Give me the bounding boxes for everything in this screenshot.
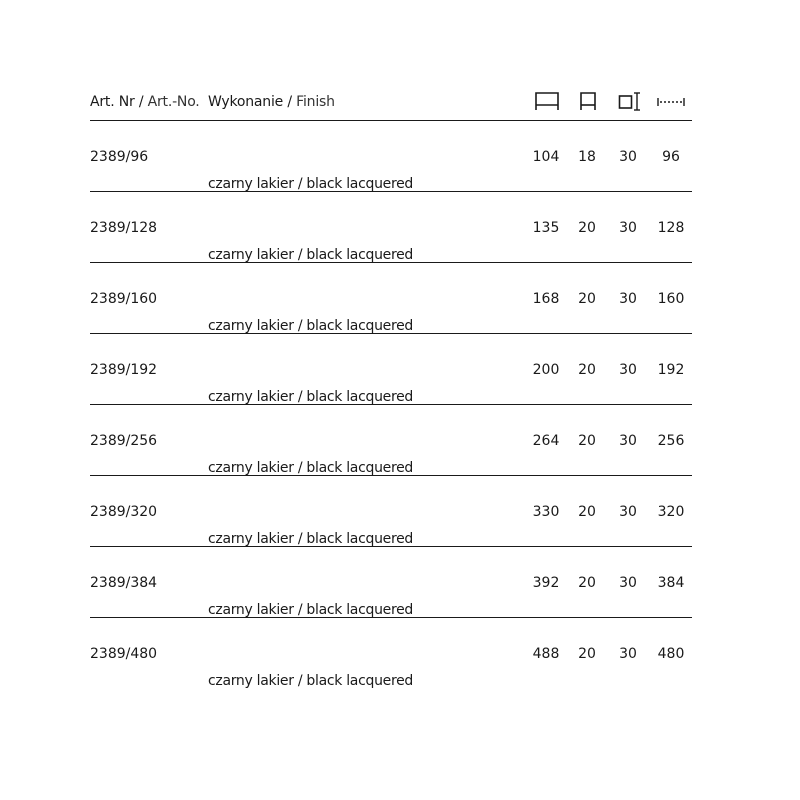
finish-description: czarny lakier / black lacquered bbox=[208, 460, 414, 476]
table-row bbox=[90, 547, 692, 618]
finish-description: czarny lakier / black lacquered bbox=[208, 389, 414, 405]
length-value: 488 bbox=[532, 646, 560, 662]
width-value: 20 bbox=[578, 220, 596, 236]
hole-spacing-value: 320 bbox=[657, 504, 685, 520]
article-number: 2389/160 bbox=[90, 291, 158, 307]
article-number: 2389/384 bbox=[90, 575, 158, 591]
article-number: 2389/480 bbox=[90, 646, 158, 662]
table-row bbox=[90, 334, 692, 405]
height-value: 30 bbox=[619, 433, 637, 449]
hole-spacing-value: 384 bbox=[657, 575, 685, 591]
length-value: 200 bbox=[532, 362, 560, 378]
finish-description: czarny lakier / black lacquered bbox=[208, 318, 414, 334]
width-value: 20 bbox=[578, 575, 596, 591]
table-row bbox=[90, 121, 692, 192]
finish-description: czarny lakier / black lacquered bbox=[208, 247, 414, 263]
article-number: 2389/320 bbox=[90, 504, 158, 520]
table-row bbox=[90, 263, 692, 334]
hole-spacing-value: 192 bbox=[657, 362, 685, 378]
length-value: 392 bbox=[532, 575, 560, 591]
header-article-number: Art. Nr / Art.-No. bbox=[90, 94, 200, 110]
hole-spacing-value: 96 bbox=[662, 149, 680, 165]
table-header bbox=[90, 90, 692, 121]
finish-description: czarny lakier / black lacquered bbox=[208, 602, 414, 618]
width-icon bbox=[578, 90, 598, 112]
product-table bbox=[90, 90, 692, 688]
table-row bbox=[90, 192, 692, 263]
hole-spacing-icon bbox=[657, 96, 685, 108]
hole-spacing-value: 256 bbox=[657, 433, 685, 449]
height-value: 30 bbox=[619, 504, 637, 520]
length-value: 330 bbox=[532, 504, 560, 520]
width-value: 20 bbox=[578, 433, 596, 449]
height-value: 30 bbox=[619, 149, 637, 165]
height-value: 30 bbox=[619, 646, 637, 662]
article-number: 2389/128 bbox=[90, 220, 158, 236]
width-value: 20 bbox=[578, 362, 596, 378]
width-value: 20 bbox=[578, 291, 596, 307]
article-number: 2389/192 bbox=[90, 362, 158, 378]
hole-spacing-value: 480 bbox=[657, 646, 685, 662]
height-value: 30 bbox=[619, 220, 637, 236]
table-row bbox=[90, 618, 692, 688]
header-finish: Wykonanie / Finish bbox=[208, 94, 335, 110]
finish-description: czarny lakier / black lacquered bbox=[208, 673, 414, 689]
article-number: 2389/96 bbox=[90, 149, 149, 165]
length-value: 135 bbox=[532, 220, 560, 236]
hole-spacing-value: 160 bbox=[657, 291, 685, 307]
hole-spacing-value: 128 bbox=[657, 220, 685, 236]
height-value: 30 bbox=[619, 575, 637, 591]
table-row bbox=[90, 476, 692, 547]
article-number: 2389/256 bbox=[90, 433, 158, 449]
length-value: 168 bbox=[532, 291, 560, 307]
width-value: 20 bbox=[578, 646, 596, 662]
finish-description: czarny lakier / black lacquered bbox=[208, 176, 414, 192]
length-value: 104 bbox=[532, 149, 560, 165]
width-value: 20 bbox=[578, 504, 596, 520]
table-row bbox=[90, 405, 692, 476]
finish-description: czarny lakier / black lacquered bbox=[208, 531, 414, 547]
height-icon bbox=[618, 90, 642, 112]
height-value: 30 bbox=[619, 362, 637, 378]
width-value: 18 bbox=[578, 149, 596, 165]
length-value: 264 bbox=[532, 433, 560, 449]
length-icon bbox=[534, 90, 560, 112]
height-value: 30 bbox=[619, 291, 637, 307]
